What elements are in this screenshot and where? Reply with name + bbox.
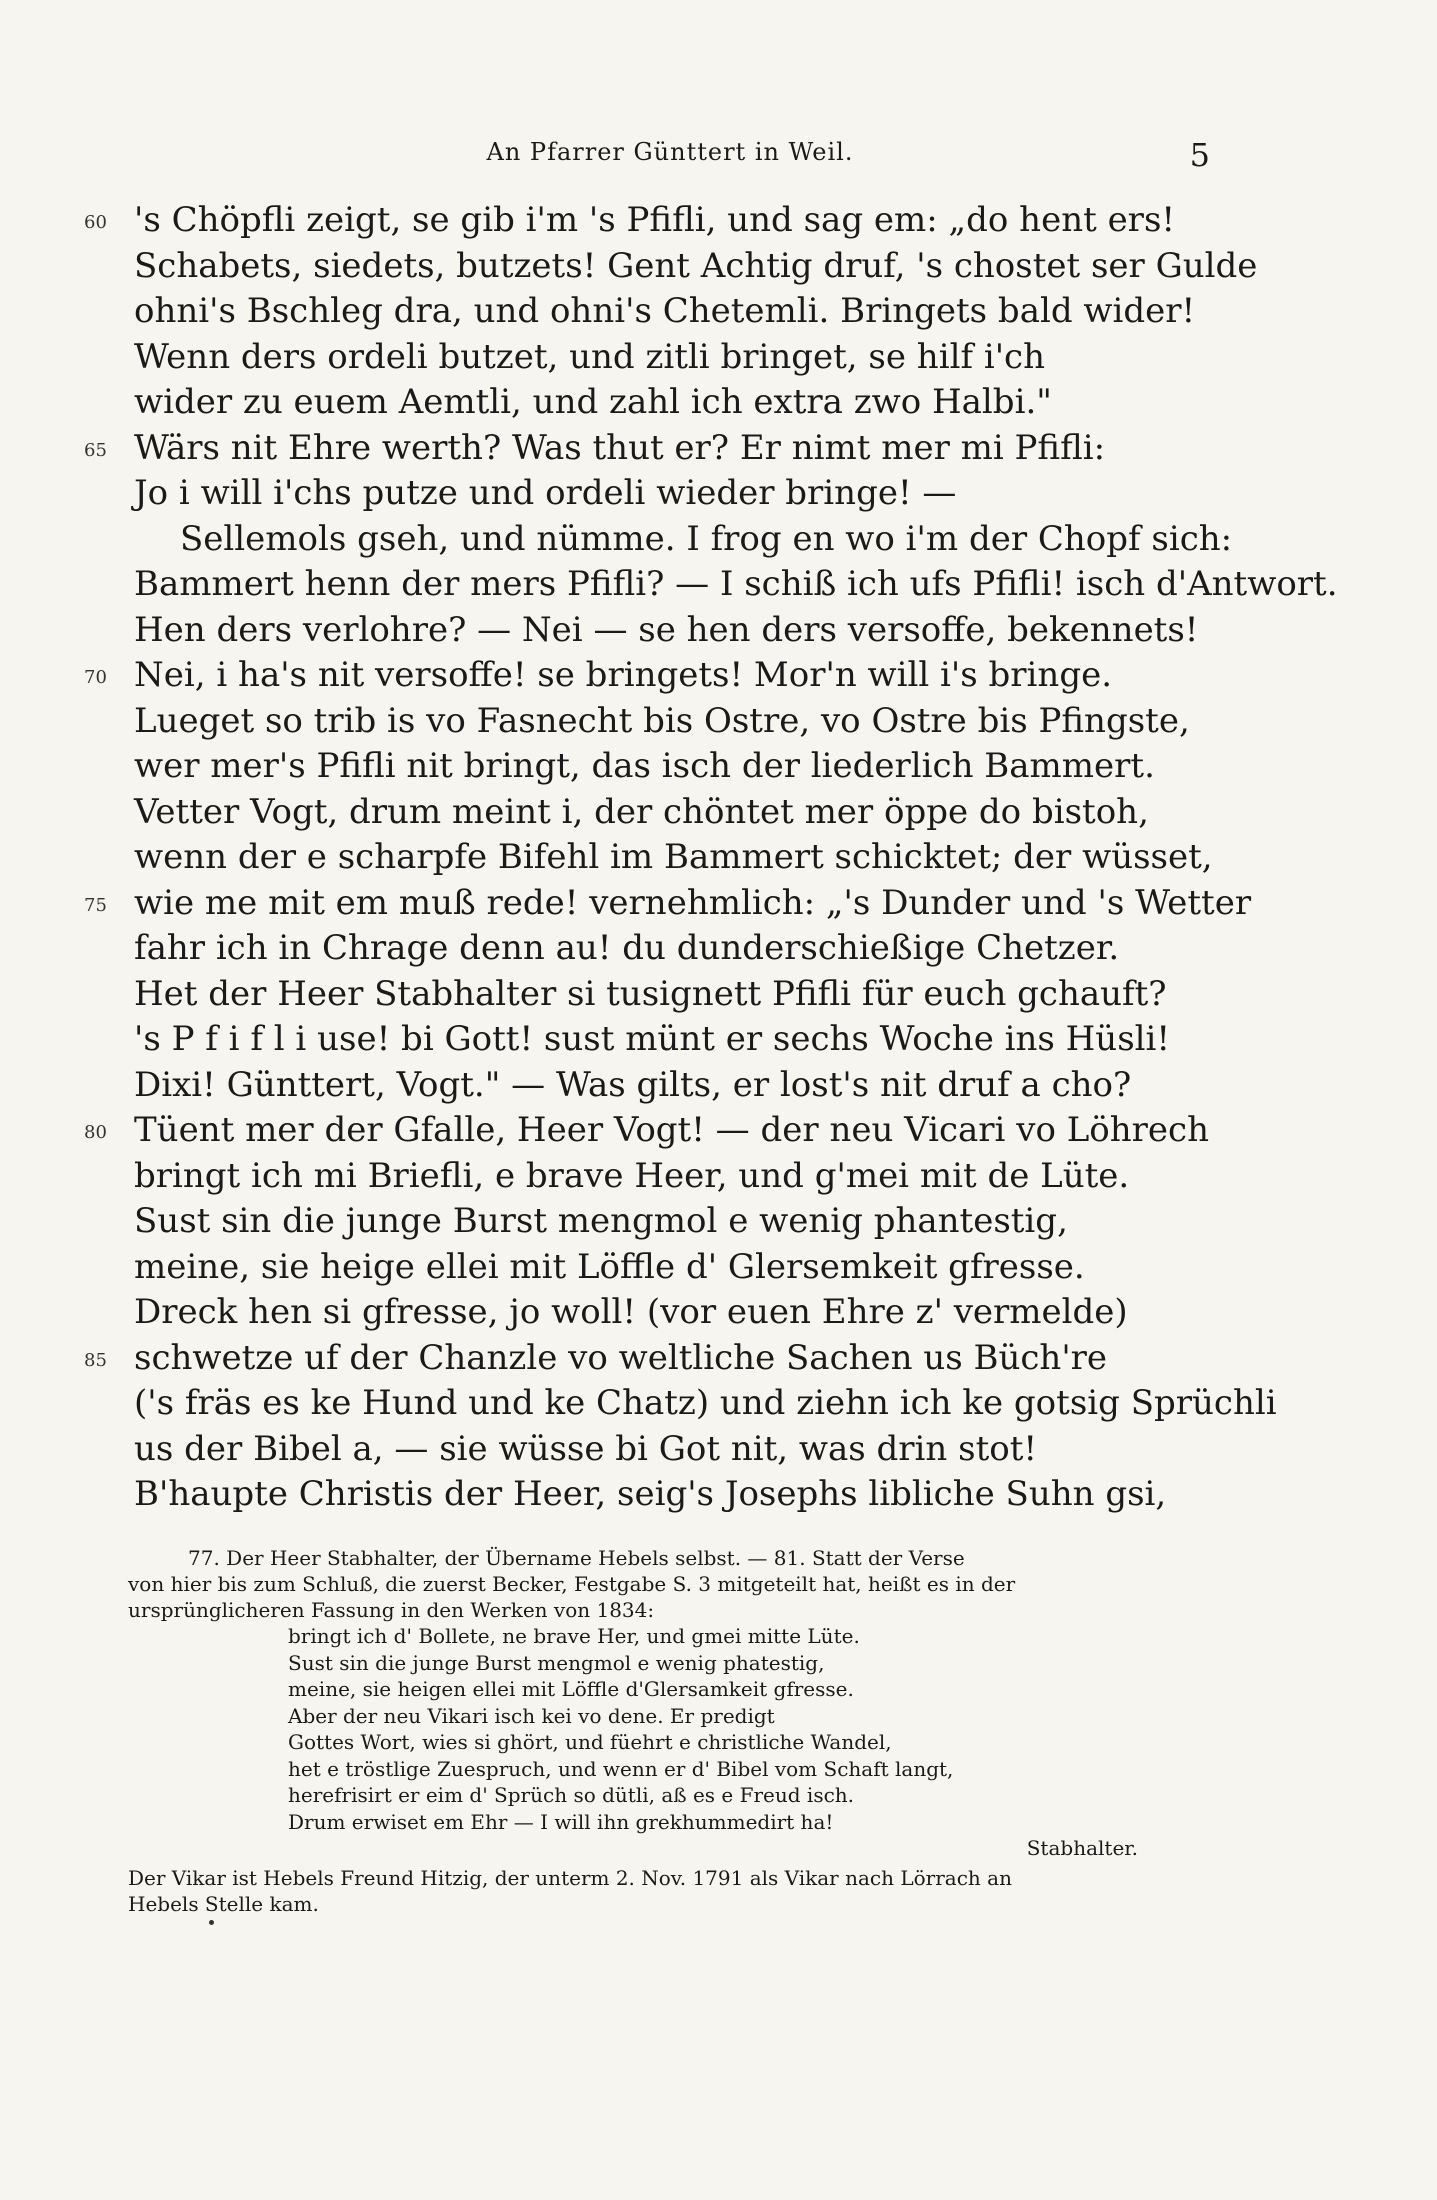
verse-line bbox=[70, 1381, 1277, 1427]
verse-text: Vetter Vogt, drum meint i, der chöntet mer öppe do bistoh, bbox=[134, 791, 1149, 832]
verse-text: meine, sie heige ellei mit Löffle d' Glersemkeit gfresse. bbox=[134, 1246, 1085, 1287]
verse-text: wer mer's Pfifli nit bringt, das isch der liederlich Bammert. bbox=[134, 746, 1155, 786]
footnote-closing bbox=[128, 1865, 1208, 1917]
verse-line bbox=[70, 744, 1220, 790]
verse-text: ohni's Bschleg dra, und ohni's Chetemli. Bringets bald wider! bbox=[134, 291, 1196, 331]
verse-line bbox=[70, 790, 1220, 836]
verse-text: Jo i will i'chs putze und ordeli wieder bringe! — bbox=[134, 473, 957, 513]
verse-text: Sust sin die junge Burst mengmol e wenig phantestig, bbox=[134, 1201, 1068, 1241]
verse-line bbox=[70, 1245, 1220, 1291]
footnote-quoted-verses bbox=[128, 1623, 1208, 1835]
line-number: 80 bbox=[84, 1122, 107, 1143]
running-head: An Pfarrer Günttert in Weil. bbox=[486, 138, 854, 166]
verse-text: Nei, i ha's nit versoffe! se bringets! Mor'n will i's bringe. bbox=[134, 655, 1113, 695]
verse-text: wider zu euem Aemtli, und zahl ich extra zwo Halbi." bbox=[134, 382, 1052, 422]
line-number: 60 bbox=[84, 212, 107, 233]
verse-line bbox=[70, 699, 1220, 745]
verse-line bbox=[70, 1427, 1220, 1473]
verse-line bbox=[70, 881, 1252, 927]
verse-line bbox=[70, 1108, 1220, 1154]
page-number: 5 bbox=[1189, 136, 1210, 174]
verse-text: B'haupte Christis der Heer, seig's Josephs libliche Suhn gsi, bbox=[134, 1474, 1167, 1514]
verse-line bbox=[70, 1472, 1220, 1518]
verse-text: 's Chöpfli zeigt, se gib i'm 's Pfifli, und sag em: „do hent ers! bbox=[134, 200, 1176, 240]
verse-text: Dreck hen si gfresse, jo woll! (vor euen Ehre z' vermelde) bbox=[134, 1292, 1128, 1332]
verse-text: Wenn ders ordeli butzet, und zitli bringet, se hilf i'ch bbox=[134, 336, 1045, 377]
verse-text: bringt ich mi Briefli, e brave Heer, und g'mei mit de Lüte. bbox=[134, 1155, 1130, 1196]
print-speck bbox=[209, 1920, 214, 1925]
poem-text bbox=[70, 198, 1338, 1518]
quoted-verse-line: Gottes Wort, wies si ghört, und füehrt e christliche Wandel, bbox=[288, 1730, 892, 1754]
verse-line bbox=[70, 380, 1220, 426]
verse-text: Dixi! Günttert, Vogt." — Was gilts, er lost's nit druf a cho? bbox=[134, 1064, 1132, 1105]
footnote-line: von hier bis zum Schluß, die zuerst Becker, Festgabe S. 3 mitgeteilt hat, heißt es in der bbox=[128, 1572, 1016, 1596]
verse-text: 's P f i f l i use! bi Gott! sust münt er sechs Woche ins Hüsli! bbox=[134, 1019, 1171, 1059]
quoted-verse-line: herefrisirt er eim d' Sprüch so dütli, aß es e Freud isch. bbox=[288, 1783, 855, 1807]
verse-text: ('s fräs es ke Hund und ke Chatz) und ziehn ich ke gotsig Sprüchli bbox=[134, 1383, 1277, 1423]
quoted-verse-line: Sust sin die junge Burst mengmol e wenig phatestig, bbox=[288, 1650, 825, 1675]
verse-line bbox=[70, 1199, 1220, 1245]
verse-text: Hen ders verlohre? — Nei — se hen ders versoffe, bekennets! bbox=[134, 609, 1199, 650]
verse-text: Lueget so trib is vo Fasnecht bis Ostre, vo Ostre bis Pfingste, bbox=[134, 700, 1190, 741]
verse-line bbox=[70, 1017, 1220, 1063]
page-header bbox=[130, 138, 1210, 178]
verse-text: Tüent mer der Gfalle, Heer Vogt! — der neu Vicari vo Löhrech bbox=[134, 1110, 1209, 1150]
verse-line bbox=[70, 198, 1220, 244]
verse-line bbox=[70, 517, 1233, 563]
verse-line bbox=[70, 1154, 1220, 1200]
footnote-line: 77. Der Heer Stabhalter, der Übername Hebels selbst. — 81. Statt der Verse bbox=[188, 1546, 965, 1570]
verse-line bbox=[70, 1290, 1220, 1336]
footnote-intro bbox=[128, 1545, 1208, 1623]
verse-line bbox=[70, 426, 1220, 472]
verse-line bbox=[70, 471, 1220, 517]
footnote-line: Hebels Stelle kam. bbox=[128, 1892, 319, 1916]
quoted-verse-line: het e tröstlige Zuespruch, und wenn er d' Bibel vom Schaft langt, bbox=[288, 1756, 954, 1781]
verse-text: wie me mit em muß rede! vernehmlich: „'s Dunder und 's Wetter bbox=[134, 882, 1252, 923]
verse-text: schwetze uf der Chanzle vo weltliche Sachen us Büch're bbox=[134, 1337, 1108, 1378]
line-number: 65 bbox=[84, 439, 107, 461]
verse-text: fahr ich in Chrage denn au! du dunderschießige Chetzer. bbox=[134, 928, 1120, 968]
footnotes bbox=[128, 1545, 1208, 1917]
verse-line bbox=[70, 289, 1220, 335]
quoted-verse-line: Aber der neu Vikari isch kei vo dene. Er predigt bbox=[288, 1703, 775, 1728]
verse-line bbox=[70, 335, 1220, 381]
verse-text: Schabets, siedets, butzets! Gent Achtig druf, 's chostet ser Gulde bbox=[134, 245, 1258, 286]
line-number: 75 bbox=[84, 894, 107, 916]
footnote-line: Der Vikar ist Hebels Freund Hitzig, der unterm 2. Nov. 1791 als Vikar nach Lörrach an bbox=[128, 1866, 1012, 1890]
verse-line bbox=[70, 972, 1220, 1018]
quoted-verse-line: meine, sie heigen ellei mit Löffle d'Glersamkeit gfresse. bbox=[288, 1677, 854, 1701]
verse-line bbox=[70, 653, 1220, 699]
verse-text: us der Bibel a, — sie wüsse bi Got nit, was drin stot! bbox=[134, 1428, 1038, 1469]
verse-line bbox=[70, 1063, 1220, 1109]
quoted-verse-line: Drum erwiset em Ehr — I will ihn grekhummedirt ha! bbox=[288, 1809, 834, 1834]
verse-line bbox=[70, 1336, 1220, 1382]
verse-text: Wärs nit Ehre werth? Was thut er? Er nimt mer mi Pfifli: bbox=[134, 427, 1106, 468]
verse-line bbox=[70, 244, 1258, 290]
verse-text: Sellemols gseh, und nümme. I frog en wo i'm der Chopf sich: bbox=[180, 518, 1233, 559]
verse-line bbox=[70, 562, 1338, 608]
line-number: 70 bbox=[84, 667, 107, 688]
verse-text: wenn der e scharpfe Bifehl im Bammert schicktet; der wüsset, bbox=[134, 837, 1213, 877]
verse-text: Bammert henn der mers Pfifli? — I schiß ich ufs Pfifli! isch d'Antwort. bbox=[134, 564, 1338, 604]
verse-line bbox=[70, 608, 1220, 654]
verse-line bbox=[70, 835, 1220, 881]
verse-text: Het der Heer Stabhalter si tusignett Pfifli für euch gchauft? bbox=[134, 973, 1167, 1014]
quoted-verse-line: bringt ich d' Bollete, ne brave Her, und gmei mitte Lüte. bbox=[288, 1624, 860, 1648]
footnote-line: ursprünglicheren Fassung in den Werken von 1834: bbox=[128, 1598, 655, 1622]
line-number: 85 bbox=[84, 1349, 107, 1371]
footnote-signature: Stabhalter. bbox=[1026, 1836, 1138, 1860]
verse-line bbox=[70, 926, 1220, 972]
